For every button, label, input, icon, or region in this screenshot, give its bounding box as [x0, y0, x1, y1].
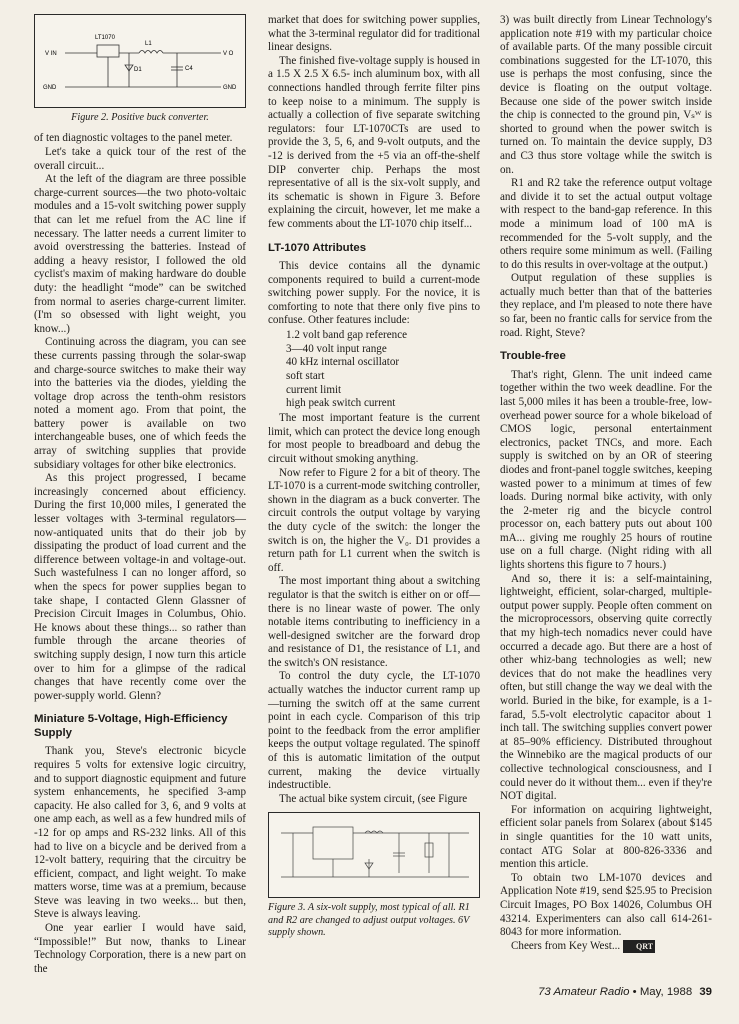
footer-separator: •: [632, 986, 637, 998]
paragraph: Now refer to Figure 2 for a bit of theory. The LT-1070 is a current-mode switching controller, shown in the diagram as a buck converter. The circuit controls the output voltage by varying the duty cycle of the switch: the longer the switch is on, the higher the V₀. D1 provides a return path for L1 current when the switch is off.: [268, 466, 480, 574]
six-volt-supply-diagram: [269, 813, 479, 897]
paragraph: The actual bike system circuit, (see Figure: [279, 792, 468, 805]
section-heading: Miniature 5-Voltage, High-Efficiency Supply: [34, 713, 228, 739]
paragraph: [500, 940, 712, 954]
paragraph: 3) was built directly from Linear Technology's application note #19 with my particular choice of available parts. Of the many possible circuit combinations suggested for the LT-1070, this use is perhaps the most confusing, since the device is floating on the output voltage. Because one side of the power switch inside the chip is connected to the ground pin, Vₛᵂ is shorted to ground when the power switch is turned on. To maintain the device supply, D3 and C3 thus store voltage while the switch is on.: [500, 14, 712, 176]
paragraph: R1 and R2 take the reference output voltage and divide it to set the actual output voltage with respect to the band-gap reference. In this mode a minimum load of 100 mA is recommended for the 5-volt supply, and the others require some minimum as well. (Failing to do this results in over-voltage at the output.): [500, 177, 712, 271]
paragraph: of ten diagnostic voltages to the panel meter.: [34, 132, 233, 145]
paragraph: To obtain two LM-1070 devices and Application Note #19, send $25.95 to Precision Circuit Images, PO Box 14026, Columbus OH 43214. Experimenters can also call 614-261-8043 for more information.: [500, 871, 712, 939]
section-heading: Trouble-free: [500, 350, 566, 363]
paragraph: Output regulation of these supplies is actually much better than that of the batteries they replace, and I'm pleased to note there have so far, been no frantic calls for service from the road. Right, Steve?: [500, 272, 712, 339]
list-item: 1.2 volt band gap reference: [286, 328, 408, 341]
column-1: [34, 14, 246, 976]
column-3: [500, 14, 712, 953]
feature-list: [268, 329, 480, 411]
list-item: soft start: [286, 370, 325, 383]
paragraph: Let's take a quick tour of the rest of the overall circuit...: [34, 146, 246, 172]
paragraph: market that does for switching power supplies, what the 3-terminal regulator did for traditional linear designs.: [268, 14, 480, 54]
list-item: 3—40 volt input range: [286, 342, 387, 355]
paragraph: The most important thing about a switching regulator is that the switch is either on or off—there is no linear waste of power. The only notable items contributing to inefficiency in a well-designed switcher are the forward drop and resistance of D1, the resistance of L1, and the switch's ON resistance.: [268, 575, 480, 669]
gnd-right-label: GND: [223, 85, 237, 91]
diode-label: D1: [134, 67, 142, 73]
issue-date: May, 1988: [639, 986, 693, 998]
column-2: [268, 14, 480, 948]
paragraph: At the left of the diagram are three possible charge-current sources—the two photo-voltaic modules and a 15-volt switching power supply that can let me refuel from the AC line if necessary. The latter needs a current limiter to avoid overstressing the batteries. Instead of adding a heavy resistor, I followed the old cyclist's maxim of making hardware do double duty: the headlight “mode” can be switched from normal to aseries charge-current limiter. (I'm so obsessed with light weight, you know...): [34, 173, 246, 335]
paragraph: As this project progressed, I became increasingly concerned about efficiency. During the first 10,000 miles, I generated the lesser voltages with 3-terminal regulators—now-antiquated units that do their job by dissipating the product of load current and the difference between voltage-in and voltage-out. Such wastefulness I can no longer afford, so when the specs for power supplies began to take shape, I contacted Glenn Glassner of Precision Circuit Images in Columbus, Ohio. He knows about these things... so rather than fumble through the arcane theories of switching supply design, I now turn this article over to him for a glimpse of the radical changes that have recently come over the power-supply world. Glenn?: [34, 472, 246, 702]
paragraph: To control the duty cycle, the LT-1070 actually watches the inductor current ramp up—turning the switch off at the same current point in each cycle. Comparison of this trip point to the feedback from the error amplifier keeps the output voltage regulated. The spinoff of this is automatic limitation of the output current, making the device virtually indestructible.: [268, 670, 480, 792]
figure-2-schematic: [34, 14, 246, 108]
figure-3-schematic: [268, 812, 480, 898]
paragraph: And so, there it is: a self-maintaining, lightweight, efficient, solar-charged, multiple-output power supply. People often comment on the microprocessors, observing quite correctly that my high-tech nomadics never could have occurred a decade ago. But there are a host of other whiz-bang technologies as well; new devices that do not make the headlines very often, but still change the way we deal with the world. Buried in the bike, for example, is a 1-farad, 5.5-volt electrolytic capacitor about 1 inch tall. The switching supplies convert power at 85–90% efficiency. Distributed throughout the Winnebiko are the magical products of our collective technological consciousness, and I could never do it without them... even if they're NOT digital.: [500, 572, 712, 803]
vin-label: V IN: [45, 51, 57, 57]
magazine-name: 73 Amateur Radio: [538, 986, 630, 998]
capacitor-label: C4: [185, 66, 193, 72]
section-heading: LT-1070 Attributes: [268, 241, 367, 254]
figure-3-caption: Figure 3. A six-volt supply, most typical of all. R1 and R2 are changed to adjust output voltages. 6V supply shown.: [268, 902, 470, 939]
paragraph: The most important feature is the current limit, which can protect the device long enough for most people to breadboard and debug the circuit without smoking anything.: [268, 412, 480, 465]
buck-converter-diagram: [35, 15, 245, 107]
paragraph: Continuing across the diagram, you can see these currents passing through the solar-swap and charge-source switches to make their way into the batteries via the diodes, yielding the voltage drop across the tenth-ohm resistors noted a moment ago. From that point, the battery power is available on two interchangeable buses, one of which feeds the array of switching supplies that provide subsidiary voltages for other bike electronics.: [34, 336, 246, 471]
page-footer: [500, 986, 712, 998]
list-item: high peak switch current: [286, 397, 396, 410]
paragraph: That's right, Glenn. The unit indeed came together within the two week deadline. For the last 5,000 miles it has been a trouble-free, low-overhead power source for a whole bikeload of CMOS logic, personal entertainment electronics, packet TNCs, and more. Each supply is switched on by an OR of steering diodes and front-panel toggle switches, keeping wasted power to a minimum at times of few loads. During normal bike activity, with only the 2-meter rig and the bicycle control processor on, each battery puts out about 100 mA... giving me roughly 25 hours of routine use on a full charge. (Night riding with all lights shortens this figure to 7 hours.): [500, 368, 712, 572]
chip-label: LT1070: [95, 35, 115, 41]
vo-label: V O: [223, 51, 234, 57]
paragraph: One year earlier I would have said, “Impossible!” But now, thanks to Linear Technology Corporation, there is a new part on the: [34, 922, 246, 975]
page-number: 39: [699, 986, 712, 998]
list-item: current limit: [286, 383, 342, 396]
end-mark-icon: QRT: [623, 940, 655, 954]
paragraph: Thank you, Steve's electronic bicycle requires 5 volts for extensive logic circuitry, and to support diagnostic equipment and future system enhancements, he specified 3-amp capacity. He also called for 3, 6, and 9 volts at one amp each, as well as a few hundred mils of -12 for op amps and RS-232 links. All of this had to live on a bicycle and be derived from a 12-volt battery, requiring that the circuitry be efficient, compact, and light weight. To make matters worse, time was at a premium, because Steve was leaving in two weeks... but then, Steve is always leaving.: [34, 745, 246, 921]
paragraph: For information on acquiring lightweight, efficient solar panels from Solarex (about $145 in single quantities for the 10 watt units, contact ATG Solar at 800-826-3336 and mention this article.: [500, 803, 712, 871]
figure-2-caption: Figure 2. Positive buck converter.: [71, 112, 209, 123]
inductor-label: L1: [145, 41, 152, 47]
paragraph: The finished five-voltage supply is housed in a 1.5 X 2.5 X 6.5- inch aluminum box, with all connections handled through ferrite filter pins to keep noise to a minimum. The supply is actually a collection of five separate switching regulators: four LT-1070CTs are used to provide the 3, 5, 6, and 9-volt outputs, and the -12 is derived from the +5 via an off-the-shelf DIP converter chip. Perhaps the most representative of all is the six-volt supply, and its schematic is shown in Figure 3. Before explaining the circuit, however, let me make a few comments about the LT-1070 chip itself...: [268, 54, 480, 230]
gnd-left-label: GND: [43, 85, 57, 91]
list-item: 40 kHz internal oscillator: [286, 356, 400, 369]
paragraph: This device contains all the dynamic components required to build a current-mode switching power supply. For the novice, it is comforting to note that there only five pins to confuse. Other features include:: [268, 260, 480, 327]
closing-line: Cheers from Key West...: [511, 939, 621, 952]
